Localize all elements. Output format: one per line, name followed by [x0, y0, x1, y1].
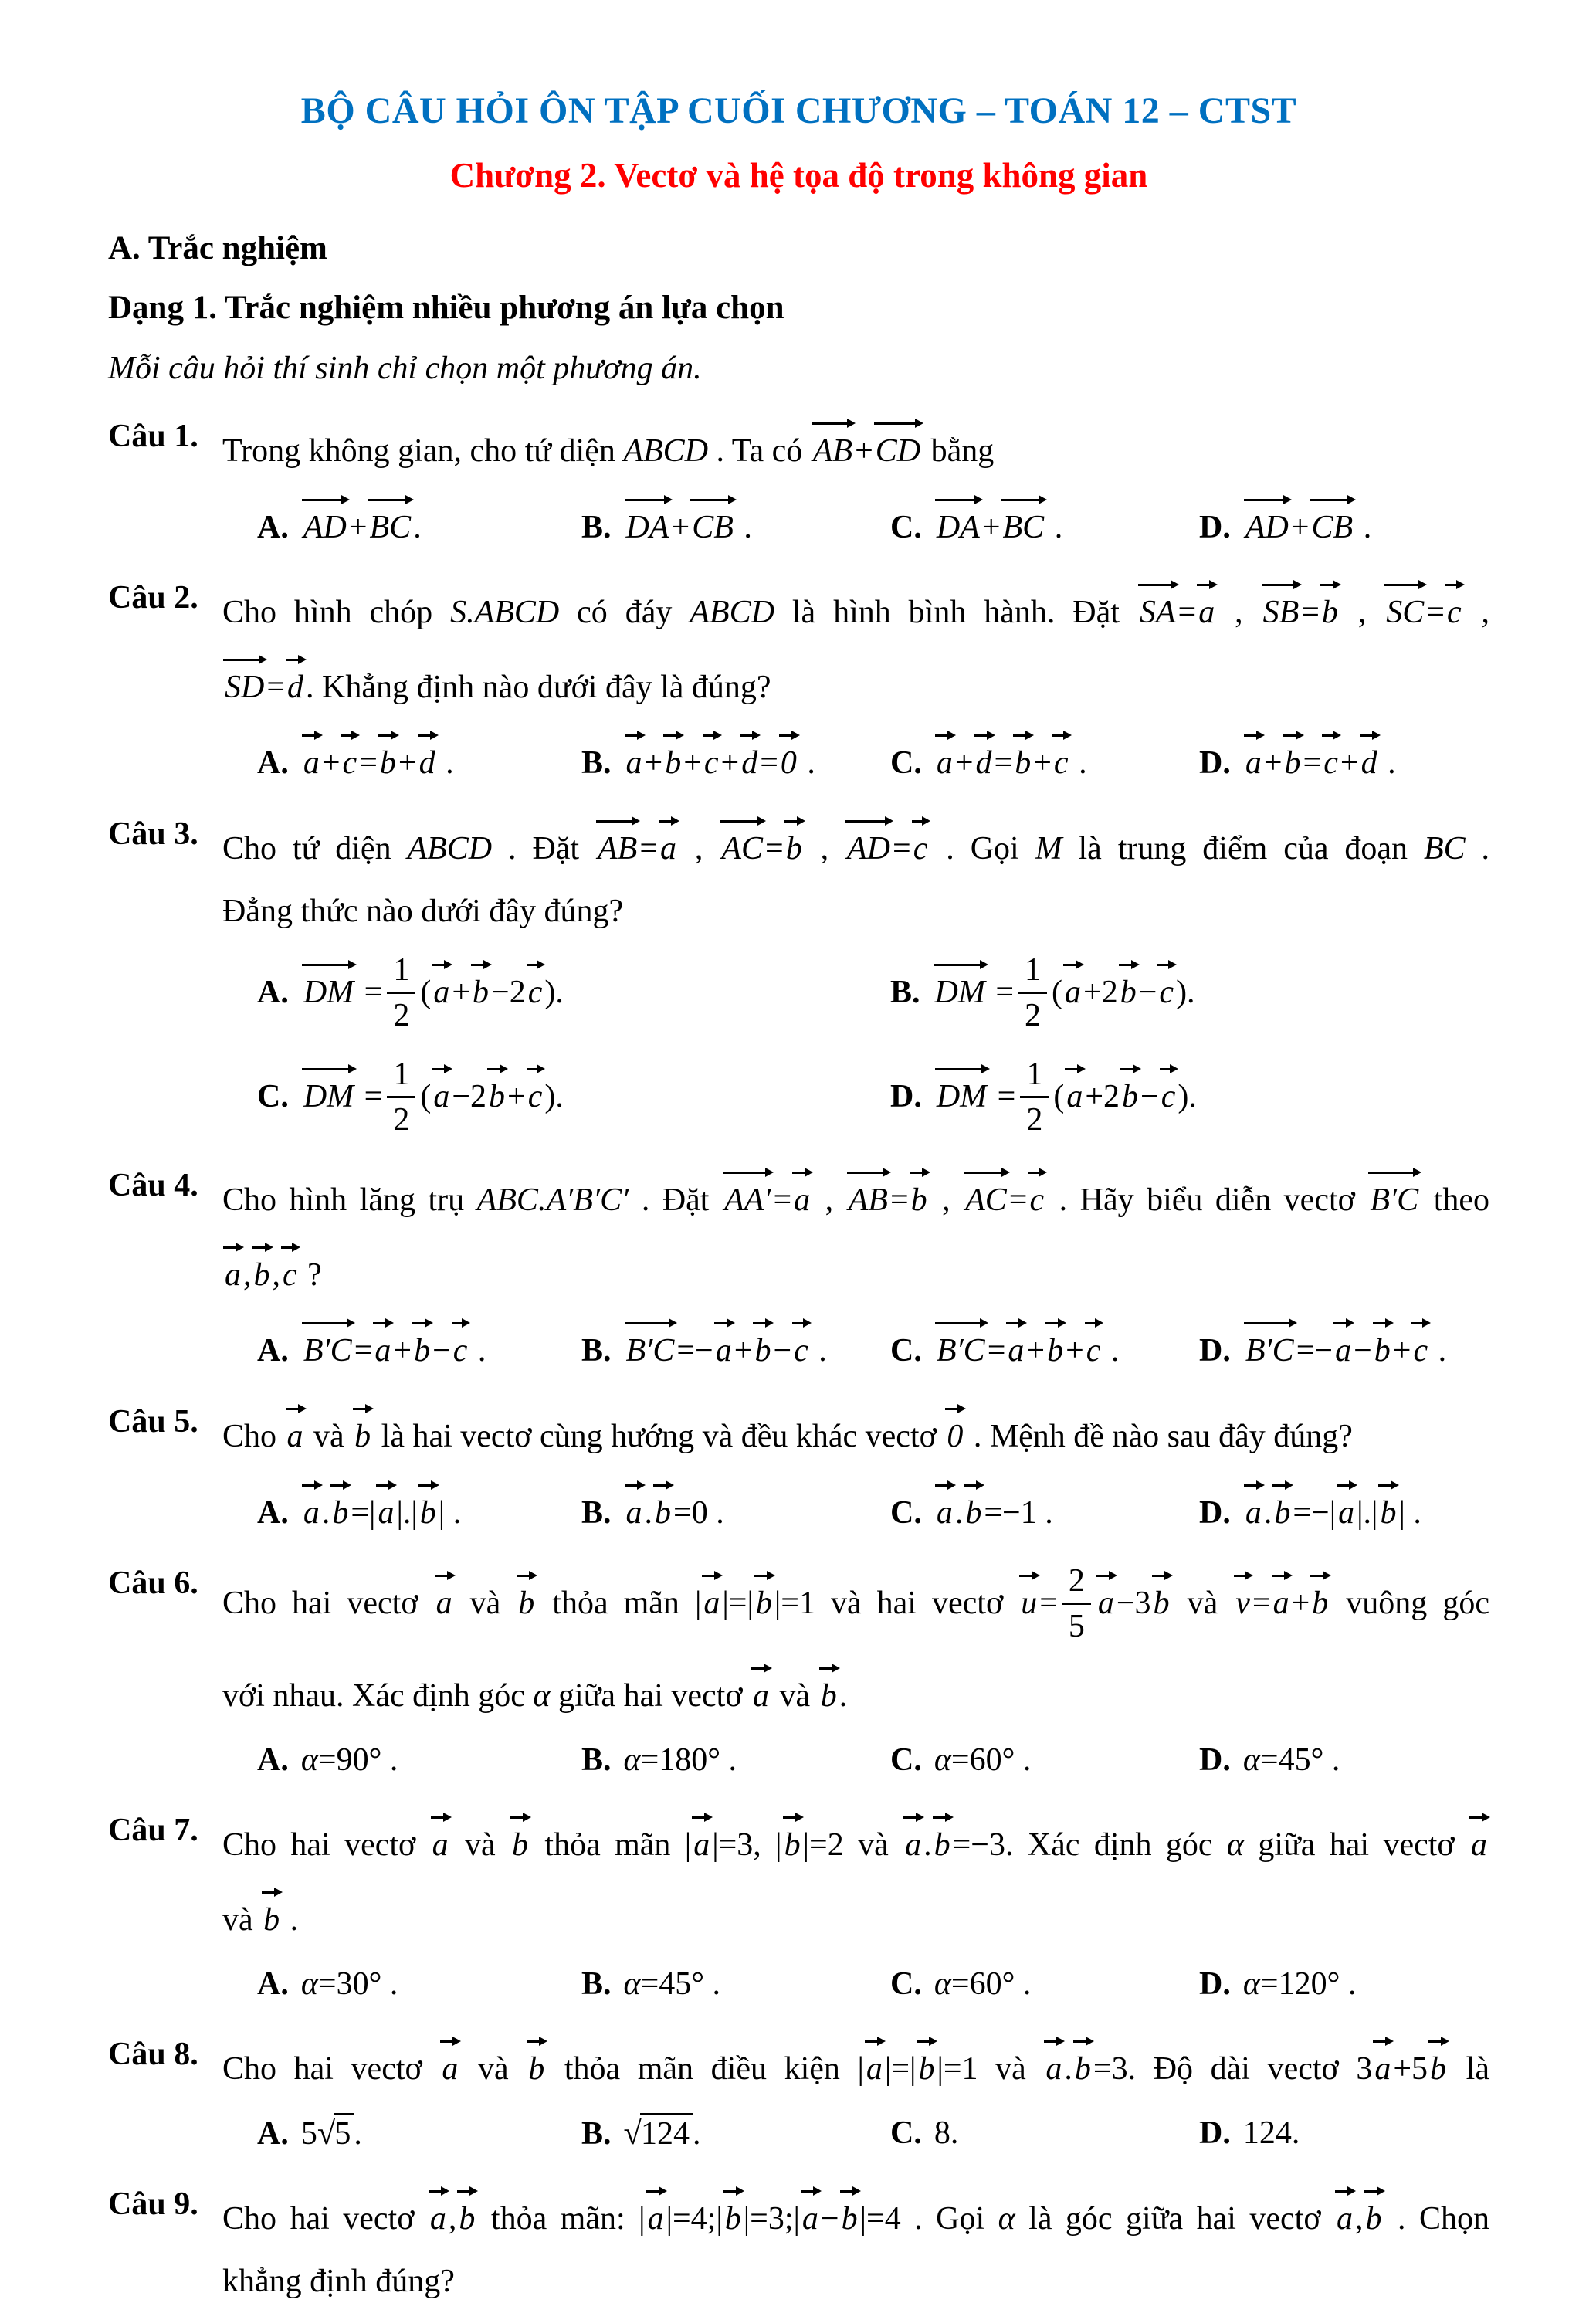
option-d [1199, 1318, 1489, 1372]
option-text: α=60° . [934, 1966, 1032, 2002]
option-key: D. [1199, 745, 1231, 782]
option-text: 8. [934, 2115, 959, 2151]
question-stem: Cho hai vectơ a và b thỏa mãn điều kiện |a|=|b|=1 và a.b=3. Độ dài vectơ 3a+5b là [222, 2016, 1489, 2091]
option-d [1199, 1963, 1489, 2006]
option-key: C. [890, 745, 922, 782]
option-text: DM = $\frac{1}{2}$ (a+2b−c). [934, 1079, 1197, 1114]
option-text: a.b=|a|.|b| . [301, 1495, 461, 1531]
option-text: a+c=b+d . [301, 745, 454, 781]
option-key: B. [890, 974, 920, 1010]
option-text: DM = $\frac{1}{2}$ (a+b−2c). [301, 975, 564, 1010]
question-stem: Cho a và b là hai vectơ cùng hướng và đều khác vectơ 0 . Mệnh đề nào sau đây đúng? [222, 1383, 1489, 1458]
option-key: D. [890, 1078, 922, 1114]
option-c [890, 2112, 1199, 2155]
question-stem: SD=d. Khẳng định nào dưới đây là đúng? [222, 634, 1489, 709]
options-row [222, 1718, 1489, 1782]
option-c [890, 1963, 1199, 2006]
option-a [257, 730, 581, 785]
question-stem: a,b,c ? [222, 1222, 1489, 1297]
option-b [581, 1318, 890, 1372]
option-key: B. [581, 509, 612, 545]
question-stem: Đẳng thức nào dưới đây đúng? [222, 893, 624, 929]
option-a [257, 1739, 581, 1782]
question-label: Câu 9. [108, 2186, 198, 2223]
option-text: α=45° . [1242, 1742, 1340, 1778]
option-text: a+d=b+c . [934, 745, 1087, 781]
option-key: B. [581, 1966, 612, 2002]
option-c [890, 730, 1199, 785]
question-8 [108, 2016, 1489, 2155]
option-text: √124. [624, 2116, 701, 2152]
option-a [257, 494, 581, 549]
option-key: C. [890, 1966, 922, 2002]
option-c [890, 1480, 1199, 1535]
option-c [257, 1058, 890, 1136]
option-text: a+b=c+d . [1243, 745, 1396, 781]
option-key: A. [257, 1333, 289, 1369]
option-d [1199, 1739, 1489, 1782]
option-b [581, 494, 890, 549]
question-9 [108, 2166, 1489, 2302]
option-d [1199, 2112, 1489, 2155]
option-key: C. [890, 1333, 922, 1369]
option-text: DA+CB . [624, 510, 752, 545]
question-stem: Trong không gian, cho tứ diện ABCD . Ta có AB+CD bằng [222, 398, 1489, 473]
question-2 [108, 559, 1489, 785]
question-4 [108, 1147, 1489, 1372]
option-key: D. [1199, 509, 1231, 545]
option-text: DM = $\frac{1}{2}$ (a+2b−c). [933, 975, 1195, 1010]
question-7 [108, 1792, 1489, 2005]
option-b [581, 730, 890, 785]
option-key: D. [1199, 1742, 1231, 1778]
option-text: DM = $\frac{1}{2}$ (a−2b+c). [301, 1079, 564, 1114]
question-stem: Cho hai vectơ a và b thỏa mãn |a|=|b|=1 và hai vectơ u= $\frac{2}{5}$ a−3b và v=a+b vuông góc [222, 1563, 1489, 1645]
option-b [581, 1480, 890, 1535]
option-key: D. [1199, 1966, 1231, 2002]
option-key: C. [257, 1078, 289, 1114]
question-label: Câu 1. [108, 419, 198, 454]
option-key: B. [581, 2115, 612, 2152]
option-a [257, 1318, 581, 1372]
question-stem: Cho hình chóp S.ABCD có đáy ABCD là hình bình hành. Đặt SA=a , SB=b , SC=c , [222, 559, 1489, 634]
option-text: α=180° . [623, 1742, 737, 1778]
question-3 [108, 795, 1489, 1136]
option-text: α=120° . [1242, 1966, 1357, 2002]
question-label: Câu 3. [108, 816, 198, 852]
question-label: Câu 2. [108, 580, 198, 616]
option-d [1199, 494, 1489, 549]
option-text: α=60° . [934, 1742, 1032, 1778]
question-5 [108, 1383, 1489, 1534]
option-key: D. [1199, 1333, 1231, 1369]
question-label: Câu 7. [108, 1813, 198, 1849]
question-label: Câu 5. [108, 1403, 198, 1440]
options-row [222, 1296, 1489, 1372]
option-text: α=45° . [623, 1966, 721, 2002]
question-1 [108, 398, 1489, 548]
option-key: A. [257, 2115, 289, 2152]
option-text: a+b+c+d=0 . [624, 745, 815, 781]
question-stem: và b . [222, 1867, 1489, 1942]
option-text: α=30° . [300, 1966, 398, 2002]
option-text: AD+CB . [1243, 510, 1371, 545]
options-grid [222, 932, 1489, 1136]
option-text: a.b=0 . [624, 1495, 724, 1531]
options-row [222, 1942, 1489, 2006]
options-row [222, 473, 1489, 549]
option-c [890, 1739, 1199, 1782]
section-heading: A. Trắc nghiệm [108, 230, 327, 266]
option-key: C. [890, 1742, 922, 1778]
option-a [257, 2112, 581, 2155]
option-text: AD+BC. [301, 510, 422, 545]
option-text: B′C=a+b+c . [934, 1333, 1120, 1369]
question-stem: khẳng định đúng? [222, 2263, 455, 2299]
option-key: C. [890, 2115, 922, 2151]
option-key: D. [1199, 2115, 1231, 2151]
question-stem: Cho tứ diện ABCD . Đặt AB=a , AC=b , AD=c . Gọi M là trung điểm của đoạn BC . [222, 795, 1489, 870]
options-row [222, 708, 1489, 785]
question-stem: Cho hai vectơ a và b thỏa mãn |a|=3, |b|=2 và a.b=−3. Xác định góc α giữa hai vectơ a [222, 1792, 1489, 1867]
option-key: C. [890, 1494, 922, 1531]
option-b [581, 1963, 890, 2006]
option-a [257, 1480, 581, 1535]
option-key: A. [257, 1742, 289, 1778]
option-text: B′C=−a−b+c . [1243, 1333, 1446, 1369]
option-text: 5√5. [301, 2116, 362, 2152]
question-stem: Cho hai vectơ a,b thỏa mãn: |a|=4;|b|=3;|a−b|=4 . Gọi α là góc giữa hai vectơ a,b . Chọn [222, 2166, 1489, 2240]
option-key: B. [581, 1742, 612, 1778]
option-text: a.b=−|a|.|b| . [1243, 1495, 1421, 1531]
options-row [222, 2091, 1489, 2155]
option-text: DA+BC . [934, 510, 1062, 545]
question-label: Câu 8. [108, 2037, 198, 2073]
option-a [257, 1963, 581, 2006]
option-key: A. [257, 509, 289, 545]
option-b [581, 1739, 890, 1782]
option-c [890, 1318, 1199, 1372]
option-text: B′C=−a+b−c . [624, 1333, 827, 1369]
question-label: Câu 4. [108, 1168, 198, 1204]
document-title: BỘ CÂU HỎI ÔN TẬP CUỐI CHƯƠNG – TOÁN 12 – CTST [300, 90, 1297, 131]
option-d [1199, 730, 1489, 785]
instruction-note: Mỗi câu hỏi thí sinh chỉ chọn một phương án. [108, 351, 702, 386]
option-key: B. [581, 1494, 612, 1531]
question-stem: Cho hình lăng trụ ABC.A′B′C′ . Đặt AA′=a , AB=b , AC=c . Hãy biểu diễn vectơ B′C theo [222, 1147, 1489, 1222]
option-text: α=90° . [300, 1742, 398, 1778]
option-key: B. [581, 1333, 612, 1369]
option-b [890, 954, 1489, 1032]
question-stem: với nhau. Xác định góc α giữa hai vectơ a và b. [222, 1643, 1489, 1718]
option-key: A. [257, 1494, 289, 1531]
option-text: a.b=−1 . [934, 1495, 1053, 1531]
option-text: 124. [1242, 2115, 1300, 2151]
question-6 [108, 1545, 1489, 1781]
option-key: A. [257, 745, 289, 782]
option-d [1199, 1480, 1489, 1535]
chapter-subtitle: Chương 2. Vectơ và hệ tọa độ trong không gian [449, 156, 1148, 195]
option-key: D. [1199, 1494, 1231, 1531]
option-key: B. [581, 745, 612, 782]
option-key: A. [257, 974, 289, 1010]
option-key: C. [890, 509, 922, 545]
options-row [222, 1458, 1489, 1535]
option-key: A. [257, 1966, 289, 2002]
question-label: Câu 6. [108, 1565, 198, 1602]
option-b [581, 2112, 890, 2155]
subsection-heading: Dạng 1. Trắc nghiệm nhiều phương án lựa chọn [108, 290, 784, 326]
option-d [890, 1058, 1489, 1136]
option-c [890, 494, 1199, 549]
option-a [257, 954, 890, 1032]
option-text: B′C=a+b−c . [301, 1333, 486, 1369]
